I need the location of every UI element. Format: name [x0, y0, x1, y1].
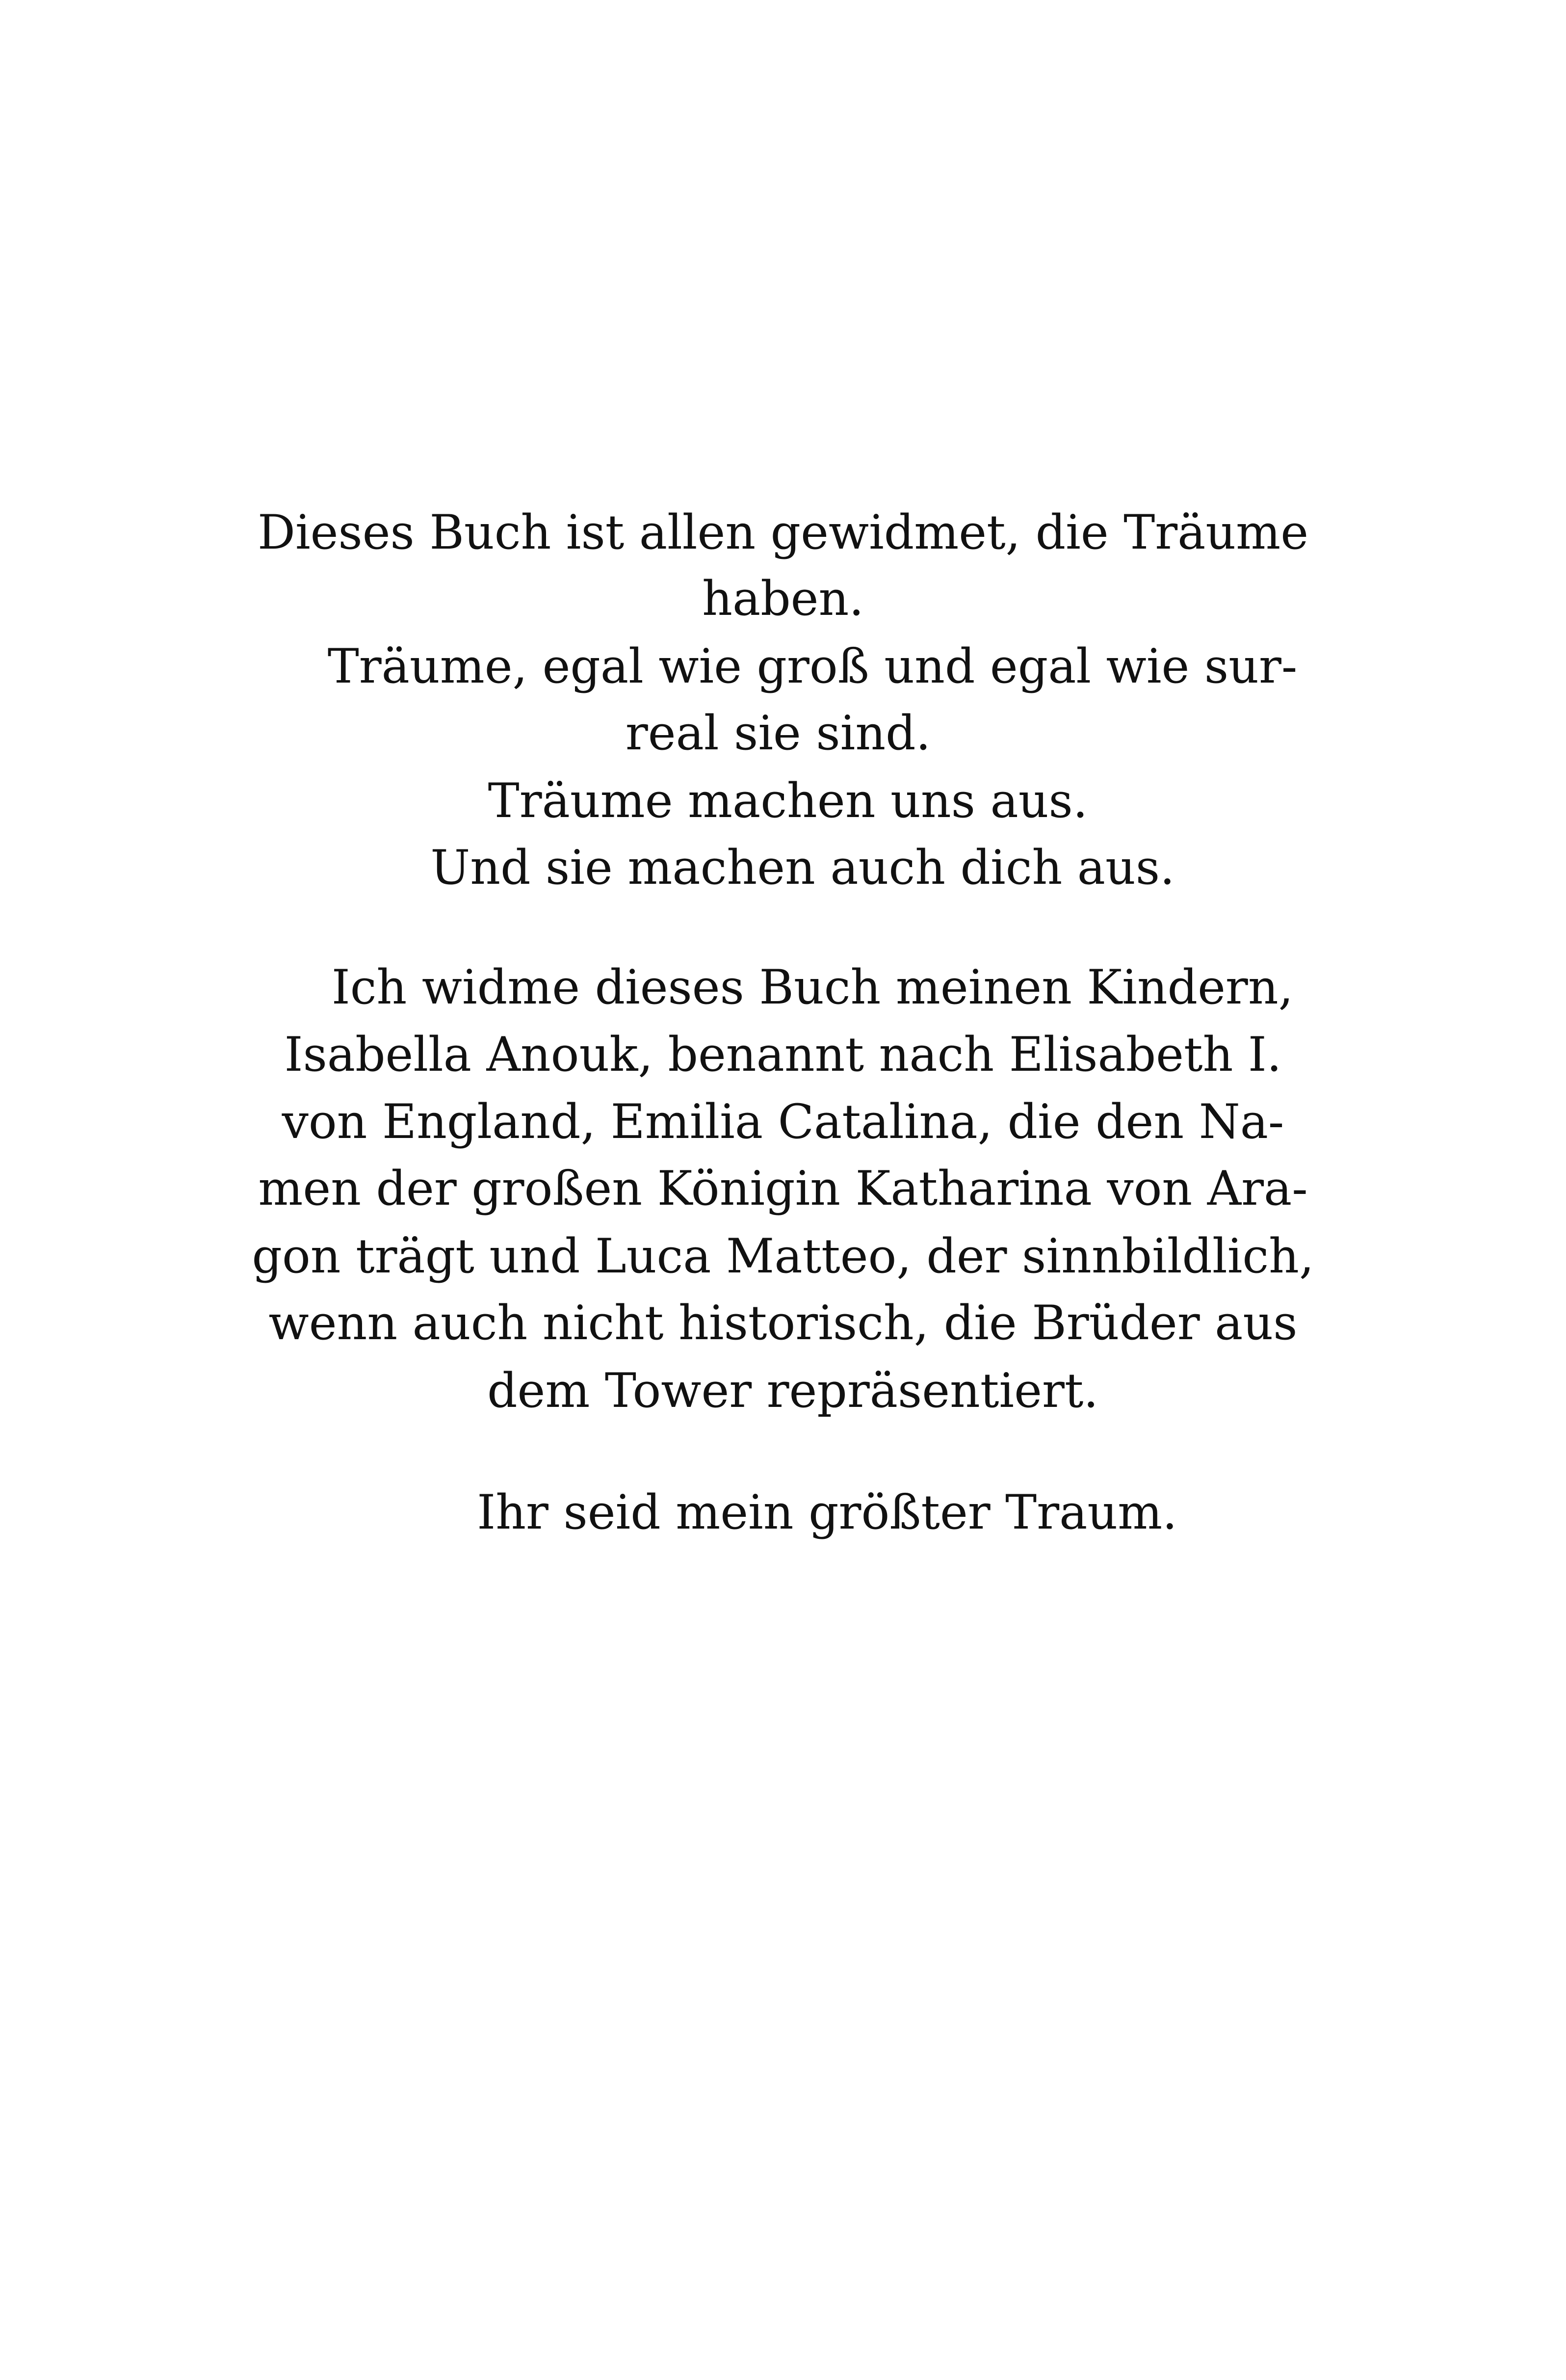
dedication-line: Ich widme dieses Buch meinen Kindern,	[331, 960, 1294, 1015]
dedication-line: men der großen Königin Katharina von Ara-	[258, 1161, 1308, 1216]
dedication-line: Isabella Anouk, benannt nach Elisabeth I.	[284, 1027, 1282, 1082]
dedication-line: Dieses Buch ist allen gewidmet, die Träume	[257, 505, 1309, 560]
dedication-line: real sie sind.	[625, 706, 931, 761]
dedication-line: Träume machen uns aus.	[488, 773, 1088, 828]
dedication-line: wenn auch nicht historisch, die Brüder aus	[268, 1296, 1298, 1350]
dedication-line: gon trägt und Luca Matteo, der sinnbildlich,	[252, 1229, 1314, 1284]
dedication-line: von England, Emilia Catalina, die den Na-	[282, 1094, 1284, 1149]
dedication-closing-line: Ihr seid mein größter Traum.	[477, 1485, 1177, 1540]
dedication-line: Und sie machen auch dich aus.	[430, 840, 1175, 895]
dedication-line: dem Tower repräsentiert.	[487, 1363, 1098, 1418]
dedication-line: haben.	[702, 571, 864, 626]
dedication-line: Träume, egal wie groß und egal wie sur-	[327, 639, 1298, 694]
